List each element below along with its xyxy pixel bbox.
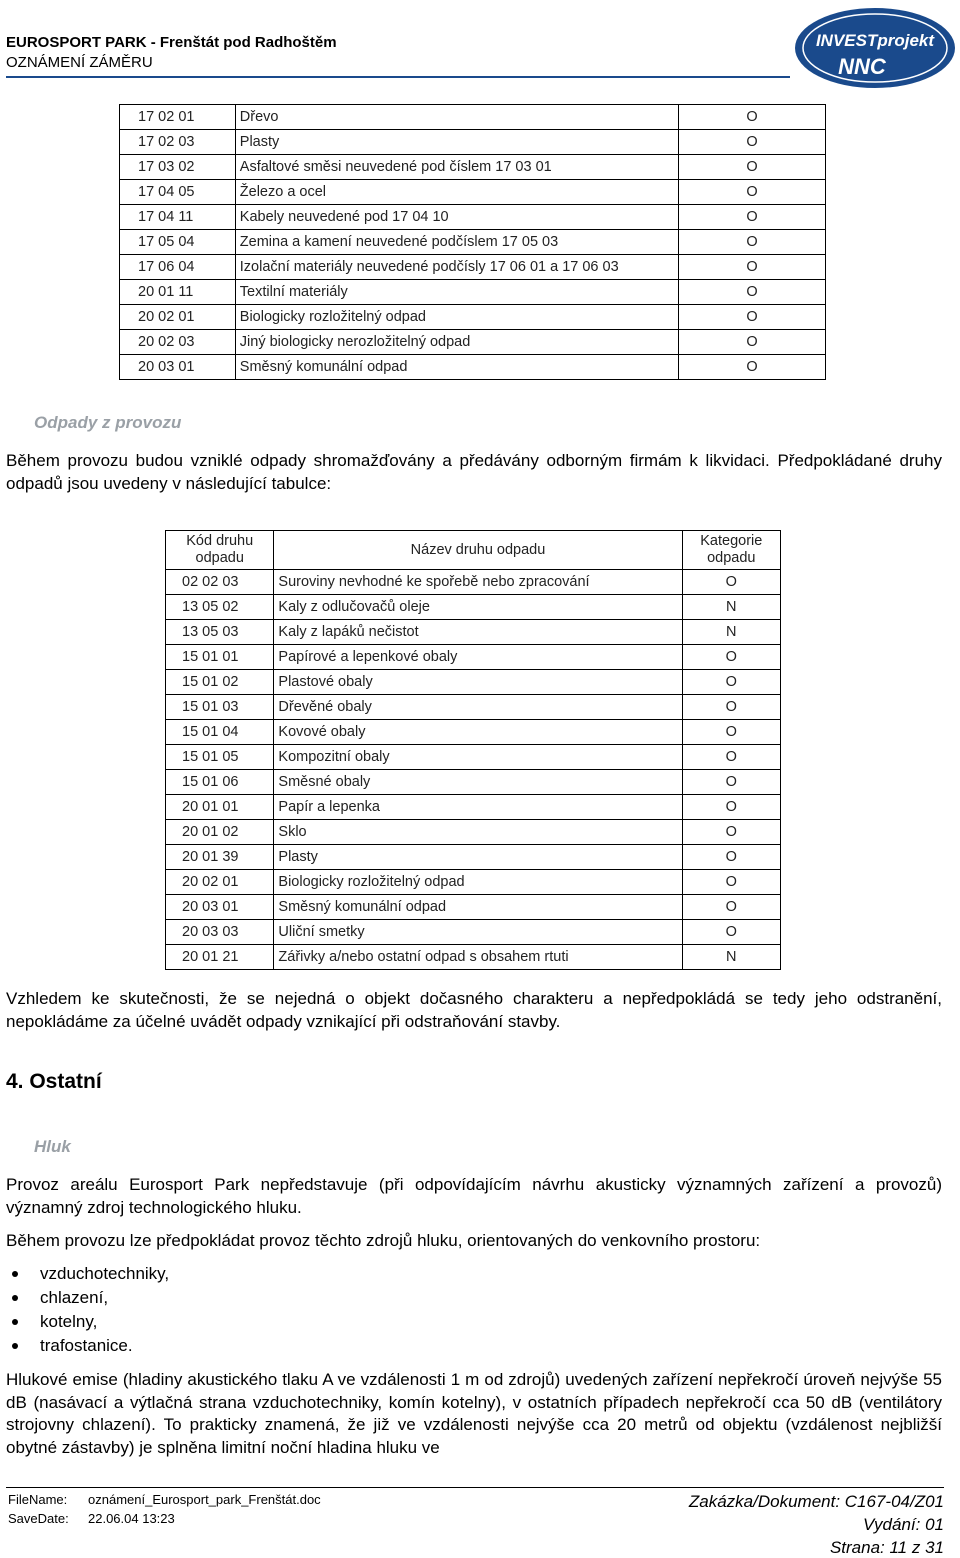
waste-code-cell: 20 01 02 [166, 820, 274, 845]
waste-category-cell: O [679, 255, 826, 280]
waste-code-cell: 20 01 21 [166, 945, 274, 970]
waste-category-cell: O [682, 745, 780, 770]
table-row [166, 870, 781, 895]
waste-name-cell: Zářivky a/nebo ostatní odpad s obsahem rtuti [274, 945, 682, 970]
table-row [166, 620, 781, 645]
footer-vydani: Vydání: 01 [863, 1515, 944, 1534]
waste-name-cell: Kompozitní obaly [274, 745, 682, 770]
table-row [120, 205, 826, 230]
waste-code-cell: 20 01 11 [120, 280, 236, 305]
waste-code-cell: 17 06 04 [120, 255, 236, 280]
table-row [166, 795, 781, 820]
waste-name-cell: Biologicky rozložitelný odpad [274, 870, 682, 895]
waste-category-cell: O [679, 355, 826, 380]
waste-code-cell: 17 02 03 [120, 130, 236, 155]
waste-category-cell: O [679, 180, 826, 205]
waste-category-cell: O [682, 920, 780, 945]
waste-code-cell: 20 02 01 [166, 870, 274, 895]
document-subtitle: OZNÁMENÍ ZÁMĚRU [6, 54, 153, 71]
table-row [166, 920, 781, 945]
waste-code-cell: 15 01 05 [166, 745, 274, 770]
footer-zakazka: Zakázka/Dokument: C167-04/Z01 [688, 1492, 944, 1511]
provoz-paragraph: Během provozu budou vzniklé odpady shromažďovány a předávány odborným firmám k likvidaci. Předpokládané druhy odpadů jsou uvedeny v následující tabulce: [6, 451, 942, 493]
footer-strana: Strana: 11 z 31 [829, 1538, 944, 1557]
header-kod: Kód druhu odpadu [166, 531, 274, 570]
table-row [166, 695, 781, 720]
waste-category-cell: O [679, 155, 826, 180]
waste-code-cell: 15 01 01 [166, 645, 274, 670]
table-row [166, 595, 781, 620]
waste-name-cell: Asfaltové směsi neuvedené pod číslem 17 03 01 [235, 155, 678, 180]
waste-code-cell: 17 05 04 [120, 230, 236, 255]
header-nazev: Název druhu odpadu [274, 531, 682, 570]
investprojekt-logo [792, 2, 958, 92]
table-row [166, 645, 781, 670]
table-header-row [166, 531, 781, 570]
waste-code-cell: 02 02 03 [166, 570, 274, 595]
waste-category-cell: O [679, 305, 826, 330]
waste-category-cell: O [682, 570, 780, 595]
waste-code-cell: 17 04 11 [120, 205, 236, 230]
waste-name-cell: Suroviny nevhodné ke spořebě nebo zpracování [274, 570, 682, 595]
waste-category-cell: O [682, 895, 780, 920]
waste-category-cell: O [682, 770, 780, 795]
waste-code-cell: 15 01 04 [166, 720, 274, 745]
list-item: trafostanice. [6, 1334, 169, 1358]
waste-category-cell: O [682, 845, 780, 870]
list-item: chlazení, [6, 1286, 169, 1310]
hluk-paragraph-1: Provoz areálu Eurosport Park nepředstavuje (při odpovídajícím návrhu akusticky významných zařízení a provozů) významný zdroj technologického hluku. [6, 1175, 942, 1217]
waste-code-cell: 20 02 03 [120, 330, 236, 355]
waste-code-cell: 13 05 03 [166, 620, 274, 645]
footer-divider [6, 1487, 944, 1488]
table-row [120, 130, 826, 155]
waste-name-cell: Plasty [235, 130, 678, 155]
noise-sources-list [6, 1262, 169, 1358]
waste-code-cell: 20 02 01 [120, 305, 236, 330]
waste-code-cell: 20 03 03 [166, 920, 274, 945]
waste-name-cell: Dřevo [235, 105, 678, 130]
waste-category-cell: O [679, 205, 826, 230]
waste-name-cell: Izolační materiály neuvedené podčísly 17 06 01 a 17 06 03 [235, 255, 678, 280]
waste-name-cell: Papír a lepenka [274, 795, 682, 820]
table-row [166, 895, 781, 920]
waste-category-cell: O [682, 870, 780, 895]
section-heading-ostatni: 4. Ostatní [6, 1070, 102, 1093]
waste-code-cell: 15 01 06 [166, 770, 274, 795]
waste-code-cell: 17 02 01 [120, 105, 236, 130]
construction-waste-table [119, 104, 826, 380]
waste-name-cell: Zemina a kamení neuvedené podčíslem 17 05 03 [235, 230, 678, 255]
table-row [120, 280, 826, 305]
waste-category-cell: O [679, 230, 826, 255]
waste-code-cell: 13 05 02 [166, 595, 274, 620]
waste-code-cell: 17 03 02 [120, 155, 236, 180]
waste-code-cell: 20 01 01 [166, 795, 274, 820]
paragraph-removal: Vzhledem ke skutečnosti, že se nejedná o objekt dočasného charakteru a nepředpokládá se tedy jeho odstranění, nepokládáme za účelné uvádět odpady vznikající při odstraňování stavby. [6, 989, 942, 1031]
list-item: vzduchotechniky, [6, 1262, 169, 1286]
table-row [166, 570, 781, 595]
waste-category-cell: O [679, 330, 826, 355]
table-row [166, 770, 781, 795]
waste-category-cell: O [679, 130, 826, 155]
waste-code-cell: 20 03 01 [166, 895, 274, 920]
table-row [120, 305, 826, 330]
table-row [120, 355, 826, 380]
waste-name-cell: Kovové obaly [274, 720, 682, 745]
waste-name-cell: Plastové obaly [274, 670, 682, 695]
waste-name-cell: Papírové a lepenkové obaly [274, 645, 682, 670]
waste-name-cell: Uliční smetky [274, 920, 682, 945]
waste-category-cell: O [682, 720, 780, 745]
footer-savedate-label: SaveDate: [8, 1511, 69, 1526]
waste-category-cell: N [682, 945, 780, 970]
section-heading-hluk: Hluk [34, 1137, 71, 1156]
section-heading-provoz: Odpady z provozu [34, 413, 182, 432]
table-row [166, 945, 781, 970]
table-row [166, 820, 781, 845]
waste-code-cell: 17 04 05 [120, 180, 236, 205]
table-row [120, 105, 826, 130]
waste-category-cell: O [682, 645, 780, 670]
table-row [120, 330, 826, 355]
table-row [120, 155, 826, 180]
waste-category-cell: O [682, 695, 780, 720]
waste-category-cell: O [682, 820, 780, 845]
waste-name-cell: Směsný komunální odpad [235, 355, 678, 380]
waste-name-cell: Dřevěné obaly [274, 695, 682, 720]
list-item: kotelny, [6, 1310, 169, 1334]
footer-savedate: 22.06.04 13:23 [88, 1511, 175, 1526]
waste-code-cell: 20 01 39 [166, 845, 274, 870]
operation-waste-table [165, 530, 781, 970]
table-row [166, 720, 781, 745]
table-row [120, 255, 826, 280]
waste-name-cell: Směsné obaly [274, 770, 682, 795]
waste-category-cell: N [682, 595, 780, 620]
waste-name-cell: Sklo [274, 820, 682, 845]
waste-category-cell: O [679, 105, 826, 130]
waste-category-cell: O [682, 795, 780, 820]
waste-name-cell: Biologicky rozložitelný odpad [235, 305, 678, 330]
hluk-paragraph-2: Během provozu lze předpokládat provoz těchto zdrojů hluku, orientovaných do venkovního prostoru: [6, 1231, 761, 1250]
table-row [166, 670, 781, 695]
waste-name-cell: Textilní materiály [235, 280, 678, 305]
table-row [166, 745, 781, 770]
waste-name-cell: Kaly z odlučovačů oleje [274, 595, 682, 620]
waste-code-cell: 15 01 02 [166, 670, 274, 695]
footer-filename: oznámení_Eurosport_park_Frenštát.doc [88, 1492, 321, 1507]
header-divider [6, 76, 790, 78]
waste-code-cell: 15 01 03 [166, 695, 274, 720]
waste-category-cell: O [679, 280, 826, 305]
waste-name-cell: Směsný komunální odpad [274, 895, 682, 920]
header-kategorie: Kategorie odpadu [682, 531, 780, 570]
table-row [120, 180, 826, 205]
waste-code-cell: 20 03 01 [120, 355, 236, 380]
waste-name-cell: Kaly z lapáků nečistot [274, 620, 682, 645]
footer-filename-label: FileName: [8, 1492, 68, 1507]
waste-name-cell: Kabely neuvedené pod 17 04 10 [235, 205, 678, 230]
waste-category-cell: N [682, 620, 780, 645]
logo-line2: NNC [838, 54, 886, 79]
table-row [120, 230, 826, 255]
table-row [166, 845, 781, 870]
hluk-paragraph-3: Hlukové emise (hladiny akustického tlaku A ve vzdálenosti 1 m od zdrojů) uvedených zařízení nepřekročí úroveň nejvýše 55 dB (nasávací a výtlačná strana vzduchotechniky, komín kotelny), v ostatních případech nepřekročí cca 50 dB (ventilátory strojovny chlazení). To prakticky znamená, že již ve vzdálenosti nejvýše cca 20 metrů od objektu (vzdálenost nejbližší obytné zástavby) je splněna limitní noční hladina hluku ve [6, 1370, 942, 1457]
waste-name-cell: Plasty [274, 845, 682, 870]
waste-category-cell: O [682, 670, 780, 695]
document-title: EUROSPORT PARK - Frenštát pod Radhoštěm [6, 34, 337, 51]
waste-name-cell: Železo a ocel [235, 180, 678, 205]
logo-line1: INVESTprojekt [815, 31, 935, 50]
waste-name-cell: Jiný biologicky nerozložitelný odpad [235, 330, 678, 355]
